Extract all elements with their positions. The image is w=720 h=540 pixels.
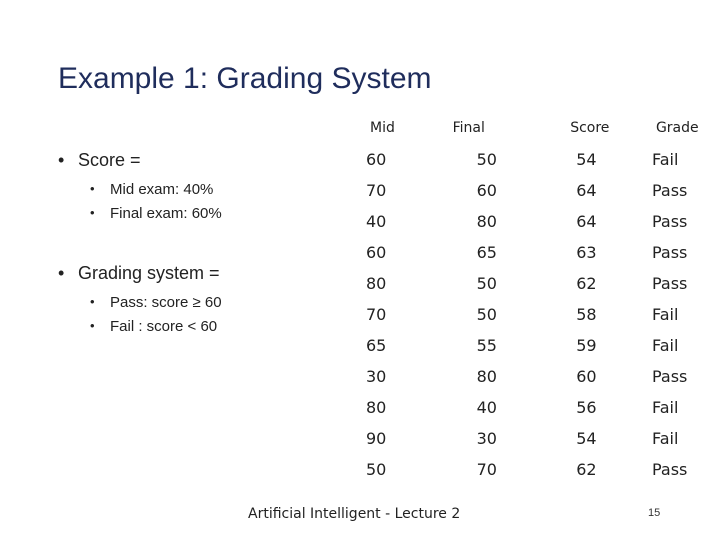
mid-cell: 65: [366, 336, 387, 355]
table-row: [356, 268, 720, 299]
table-row: [356, 454, 720, 485]
table-row: [356, 299, 720, 330]
bullet-grading: [58, 263, 358, 284]
final-cell: 40: [476, 398, 497, 417]
final-cell: 60: [476, 181, 497, 200]
sub-bullet-fail: [58, 318, 358, 335]
mid-weight-text: Mid exam: 40%: [110, 181, 214, 198]
grading-label: Grading system =: [78, 263, 220, 283]
final-cell: 50: [476, 274, 497, 293]
mid-cell: 80: [366, 398, 387, 417]
bullet-dot-icon: •: [58, 263, 65, 283]
header-score: Score: [570, 120, 610, 136]
grade-cell: Fail: [651, 150, 679, 169]
score-cell: 62: [576, 460, 597, 479]
mid-cell: 40: [366, 212, 387, 231]
bullet-score: [58, 150, 358, 171]
header-mid: Mid: [370, 120, 395, 136]
table-row: [356, 237, 720, 268]
table-row: [356, 206, 720, 237]
slide-title: Example 1: Grading System: [58, 62, 432, 95]
final-cell: 50: [476, 305, 497, 324]
header-grade: Grade: [655, 120, 699, 136]
table-row: [356, 175, 720, 206]
table-row: [356, 423, 720, 454]
final-weight-text: Final exam: 60%: [110, 205, 222, 222]
table-header-row: [356, 112, 720, 144]
table-row: [356, 144, 720, 175]
mid-cell: 70: [366, 181, 387, 200]
sub-bullet-final: [58, 205, 358, 222]
bullet-dot-icon: •: [58, 150, 65, 170]
table-row: [356, 361, 720, 392]
sub-bullet-pass: [58, 294, 358, 311]
score-label: Score =: [78, 150, 141, 170]
score-cell: 64: [576, 181, 597, 200]
sub-bullet-mid: [58, 181, 358, 198]
table-row: [356, 330, 720, 361]
final-cell: 70: [476, 460, 497, 479]
footer-text: Artificial Intelligent - Lecture 2: [248, 506, 461, 522]
mid-cell: 60: [366, 243, 387, 262]
table-row: [356, 392, 720, 423]
grades-table: [356, 112, 720, 485]
score-cell: 63: [576, 243, 597, 262]
grade-cell: Fail: [651, 429, 679, 448]
grade-cell: Pass: [651, 367, 688, 386]
final-cell: 30: [476, 429, 497, 448]
grade-cell: Fail: [651, 398, 679, 417]
grade-cell: Pass: [651, 460, 688, 479]
bullet-dot-icon: •: [90, 205, 95, 220]
final-cell: 65: [476, 243, 497, 262]
score-cell: 59: [576, 336, 597, 355]
mid-cell: 90: [366, 429, 387, 448]
mid-cell: 80: [366, 274, 387, 293]
score-cell: 54: [576, 429, 597, 448]
pass-rule-text: Pass: score ≥ 60: [110, 294, 222, 311]
final-cell: 50: [476, 150, 497, 169]
bullet-dot-icon: •: [90, 294, 95, 309]
bullet-list: [58, 150, 358, 342]
grade-cell: Fail: [651, 336, 679, 355]
grade-cell: Pass: [651, 181, 688, 200]
grade-cell: Pass: [651, 243, 688, 262]
bullet-dot-icon: •: [90, 181, 95, 196]
score-cell: 56: [576, 398, 597, 417]
mid-cell: 30: [366, 367, 387, 386]
grade-cell: Fail: [651, 305, 679, 324]
fail-rule-text: Fail : score < 60: [110, 318, 218, 335]
final-cell: 80: [476, 367, 497, 386]
score-cell: 60: [576, 367, 597, 386]
grade-cell: Pass: [651, 274, 688, 293]
page-number: 15: [648, 507, 661, 519]
mid-cell: 60: [366, 150, 387, 169]
score-cell: 62: [576, 274, 597, 293]
header-final: Final: [452, 120, 485, 136]
score-cell: 58: [576, 305, 597, 324]
grade-cell: Pass: [651, 212, 688, 231]
mid-cell: 50: [366, 460, 387, 479]
mid-cell: 70: [366, 305, 387, 324]
bullet-dot-icon: •: [90, 318, 95, 333]
final-cell: 80: [476, 212, 497, 231]
score-cell: 64: [576, 212, 597, 231]
final-cell: 55: [476, 336, 497, 355]
score-cell: 54: [576, 150, 597, 169]
